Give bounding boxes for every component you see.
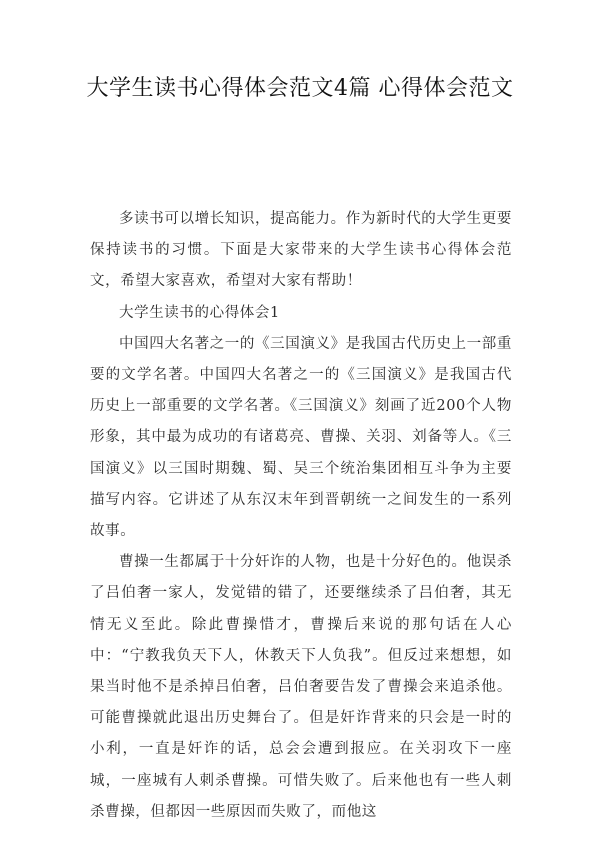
paragraph-intro: 多读书可以增长知识，提高能力。作为新时代的大学生更要保持读书的习惯。下面是大家带来的大学生读书心得体会范文，希望大家喜欢，希望对大家有帮助！ [90,211,512,290]
paragraph-2: 曹操一生都属于十分奸诈的人物，也是十分好色的。他误杀了吕伯奢一家人，发觉错的错了，还要继续杀了吕伯奢，其无情无义至此。除此曹操惜才，曹操后来说的那句话在人心中：“宁教我负天下人，休教天下人负我”。但反过来想想，如果当时他不是杀掉吕伯奢，吕伯奢要告发了曹操会来追杀他。可能曹操就此退出历史舞台了。但是奸诈背来的只会是一时的小利，一直是奸诈的话，总会会遭到报应。在关羽攻下一座城，一座城有人刺杀曹操。可惜失败了。后来他也有一些人刺杀曹操，但都因一些原因而失败了，而他这 [90,554,512,820]
paragraph-1: 中国四大名著之一的《三国演义》是我国古代历史上一部重要的文学名著。中国四大名著之一的《三国演义》是我国古代历史上一部重要的文学名著。《三国演义》刻画了近200个人物形象，其中最为成功的有诸葛亮、曹操、关羽、刘备等人。《三国演义》以三国时期魏、蜀、吴三个统治集团相互斗争为主要描写内容。它讲述了从东汉末年到晋朝统一之间发生的一系列故事。 [90,335,512,540]
document-title: 大学生读书心得体会范文4篇 心得体会范文 [86,76,514,101]
document-body [90,204,512,828]
section-heading: 大学生读书的心得体会1 [119,304,280,321]
